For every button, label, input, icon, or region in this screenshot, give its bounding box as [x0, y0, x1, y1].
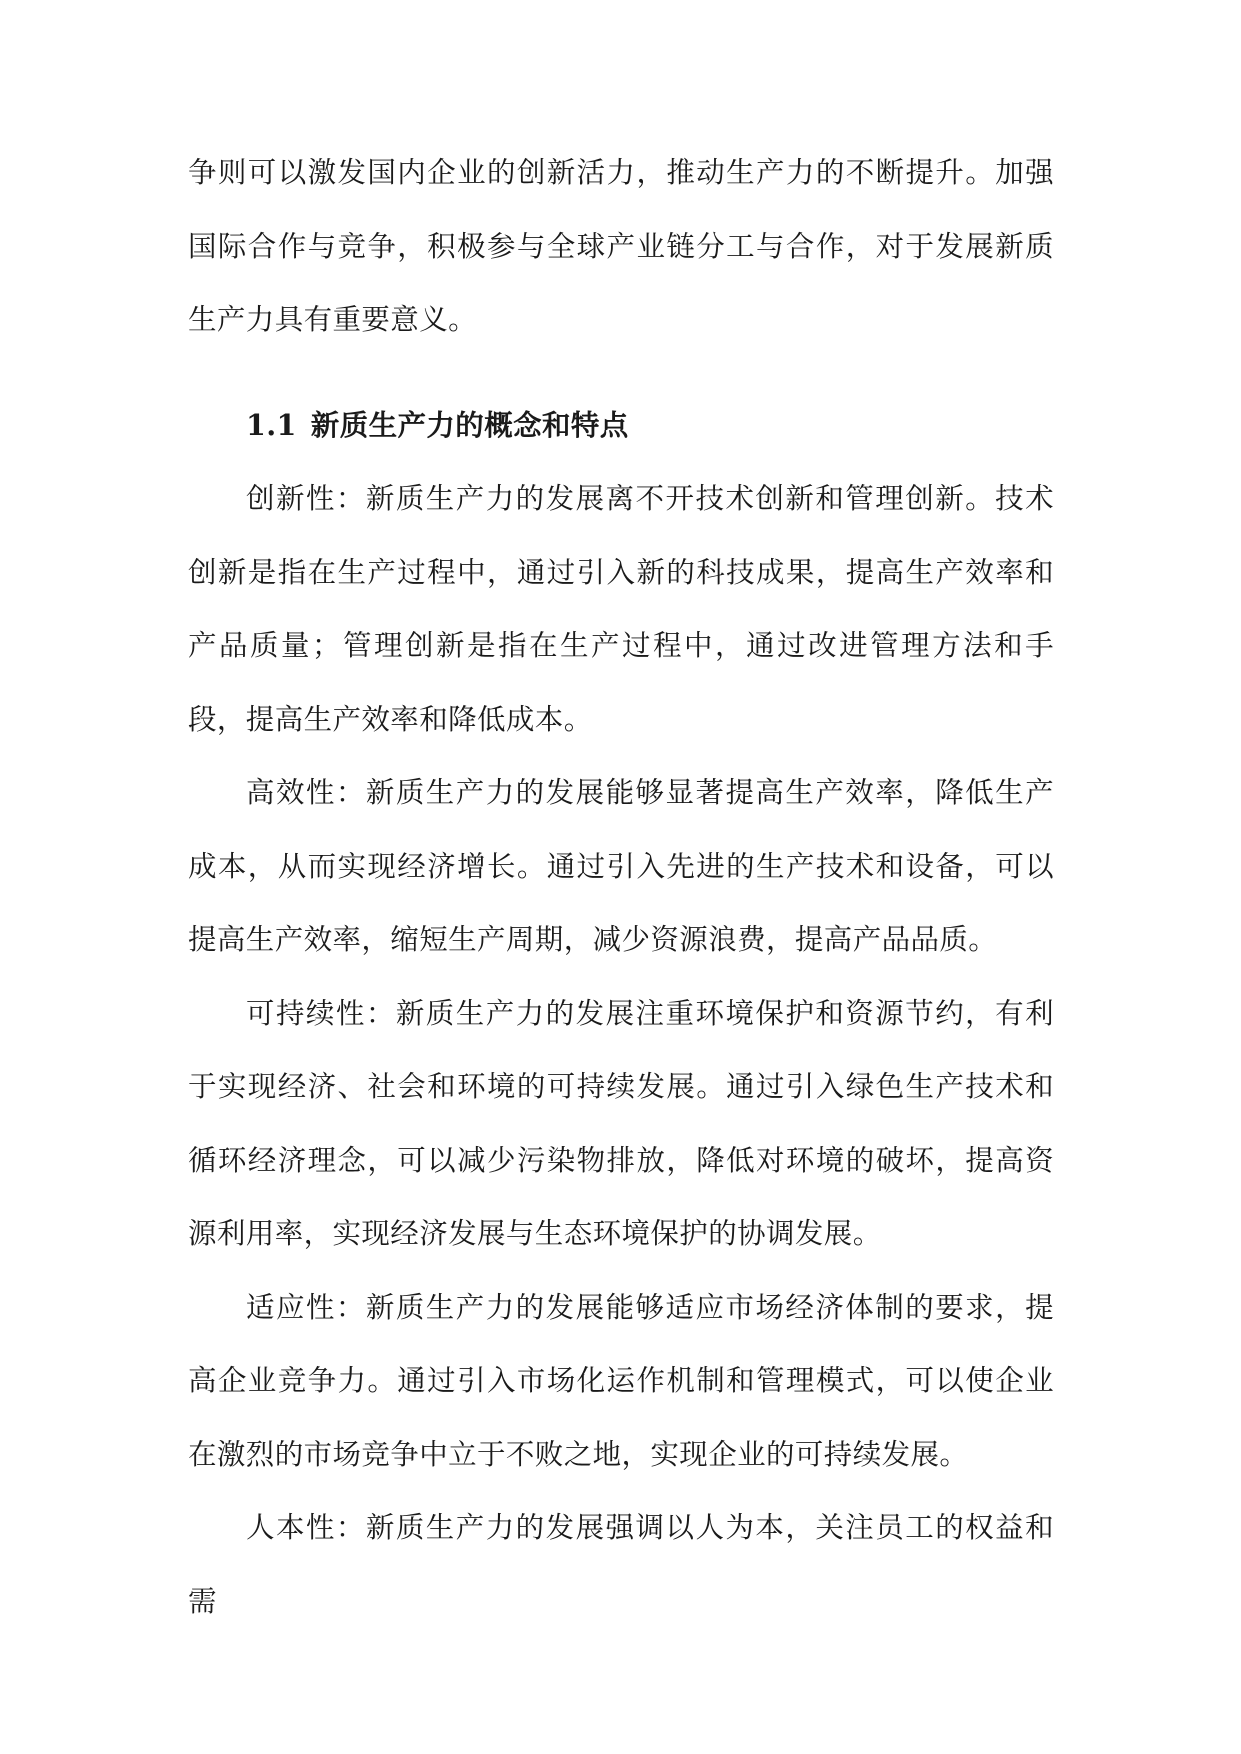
section-number: 1.1	[246, 407, 297, 442]
section-heading	[188, 389, 1054, 463]
section-title: 新质生产力的概念和特点	[310, 407, 629, 442]
body-paragraph: 争则可以激发国内企业的创新活力，推动生产力的不断提升。加强国际合作与竞争，积极参与全球产业链分工与合作，对于发展新质生产力具有重要意义。	[188, 156, 1054, 336]
body-paragraph: 适应性：新质生产力的发展能够适应市场经济体制的要求，提高企业竞争力。通过引入市场化运作机制和管理模式，可以使企业在激烈的市场竞争中立于不败之地，实现企业的可持续发展。	[188, 1290, 1054, 1471]
body-paragraph: 高效性：新质生产力的发展能够显著提高生产效率，降低生产成本，从而实现经济增长。通过引入先进的生产技术和设备，可以提高生产效率，缩短生产周期，减少资源浪费，提高产品品质。	[188, 776, 1054, 956]
document-body	[188, 136, 1054, 1638]
body-paragraph: 创新性：新质生产力的发展离不开技术创新和管理创新。技术创新是指在生产过程中，通过引入新的科技成果，提高生产效率和产品质量；管理创新是指在生产过程中，通过改进管理方法和手段，提高生产效率和降低成本。	[188, 482, 1054, 736]
body-paragraph: 可持续性：新质生产力的发展注重环境保护和资源节约，有利于实现经济、社会和环境的可持续发展。通过引入绿色生产技术和循环经济理念，可以减少污染物排放，降低对环境的破坏，提高资源利用率，实现经济发展与生态环境保护的协调发展。	[188, 996, 1054, 1250]
body-paragraph: 人本性：新质生产力的发展强调以人为本，关注员工的权益和需	[188, 1511, 1054, 1618]
